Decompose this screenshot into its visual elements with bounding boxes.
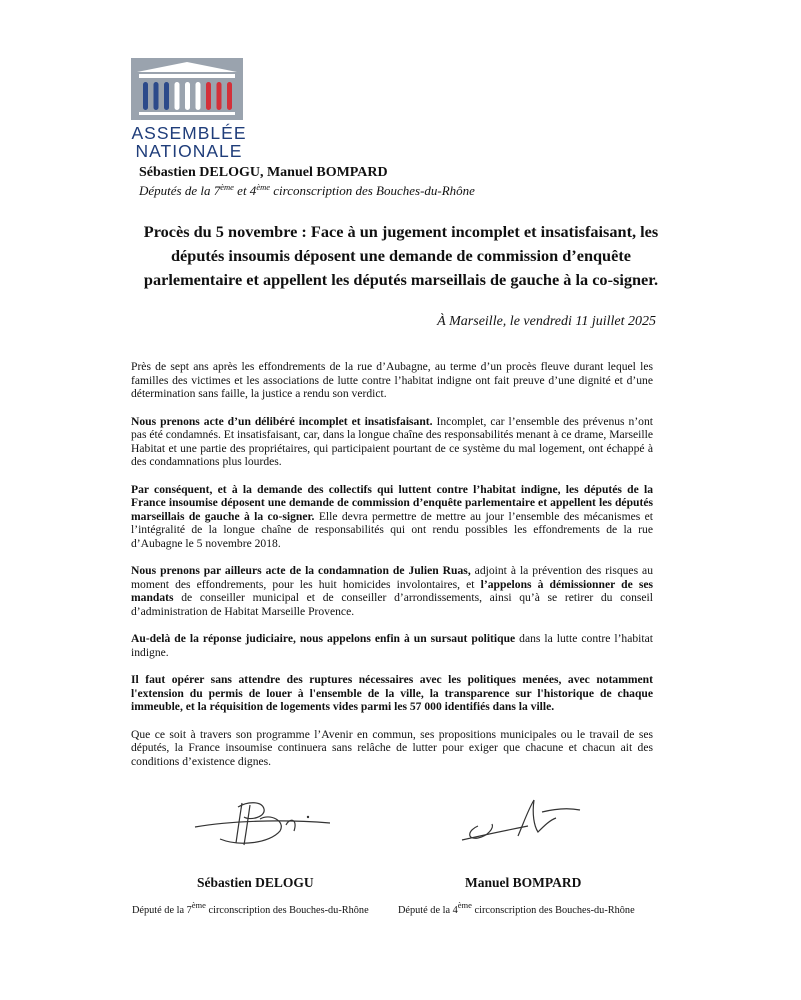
authors-line: Sébastien DELOGU, Manuel BOMPARD: [139, 165, 388, 180]
paragraph-2: Nous prenons acte d’un délibéré incomplet et insatisfaisant. Incomplet, car l’ensemble des prévenus n’ont pas été condamnés. Et insatisfaisant, car, dans la longue chaîne des responsabilités menant à ce drame, Marseille Habitat et une partie des propriétaires, qui participaient pourtant de ce système du mal logement, ont échappé à des condamnations plus lourdes.: [131, 414, 653, 468]
logo-text-line2: NATIONALE: [135, 141, 243, 161]
assemblee-nationale-logo: [131, 58, 243, 120]
signature-delogu: [190, 795, 335, 855]
place-and-date: À Marseille, le vendredi 11 juillet 2025: [437, 314, 656, 329]
paragraph-7: Que ce soit à travers son programme l’Avenir en commun, ses propositions municipales ou le travail de ses députés, la France insoumise continuera sans relâche de lutter pour exiger que chacune et chacun ait des conditions d’existence dignes.: [131, 727, 653, 768]
paragraph-5: Au-delà de la réponse judiciaire, nous appelons enfin à un sursaut politique dans la lutte contre l’habitat indigne.: [131, 632, 653, 659]
signature-name-right: Manuel BOMPARD: [465, 875, 582, 890]
signature-role-left: Député de la 7ème circonscription des Bouches-du-Rhône: [132, 900, 369, 916]
paragraph-1: Près de sept ans après les effondrements de la rue d’Aubagne, au terme d’un procès fleuve durant lequel les familles des victimes et les associations de lutte contre l’habitat indigne ont fait preuve d’une dignité et d’une détermination sans faille, la justice a rendu son verdict.: [131, 360, 653, 400]
signature-bompard: [458, 796, 583, 848]
press-release-title: Procès du 5 novembre : Face à un jugement incomplet et insatisfaisant, les députés insoumis déposent une demande de commission d’enquête parlementaire et appellent les députés marseillais de gauche à la co-signer.: [143, 222, 659, 289]
signature-name-left: Sébastien DELOGU: [197, 875, 314, 890]
signature-role-right: Député de la 4ème circonscription des Bouches-du-Rhône: [398, 900, 635, 916]
paragraph-3: Par conséquent, et à la demande des collectifs qui luttent contre l’habitat indigne, les députés de la France insoumise déposent une demande de commission d’enquête parlementaire et appellent les députés marseillais de gauche à la co-signer. Elle devra permettre de mettre au jour l’ensemble des mécanismes et l’intégralité de la longue chaîne de responsabilités qui ont rendu possibles les effondrements de la rue d’Aubagne le 5 novembre 2018.: [131, 482, 653, 550]
paragraph-4: Nous prenons par ailleurs acte de la condamnation de Julien Ruas, adjoint à la prévention des risques au moment des effondrements, pour les huit homicides involontaires, et l’appelons à démissionner de ses mandats de conseiller municipal et de conseiller d’arrondissements, ainsi qu’à se retirer du conseil d’administration de Habitat Marseille Provence.: [131, 564, 653, 618]
authors-subtitle: Députés de la 7ème et 4ème circonscription des Bouches-du-Rhône: [139, 182, 475, 198]
logo-text-line1: ASSEMBLÉE: [131, 123, 247, 143]
parliament-building-icon: [131, 58, 243, 120]
paragraph-6: Il faut opérer sans attendre des ruptures nécessaires avec les politiques menées, avec notamment l'extension du permis de louer à l'ensemble de la ville, la transparence sur l'historique de chaque immeuble, et la réquisition de logements vides parmi les 57 000 identifiés dans la ville.: [131, 673, 653, 713]
press-release-body: [131, 360, 653, 782]
